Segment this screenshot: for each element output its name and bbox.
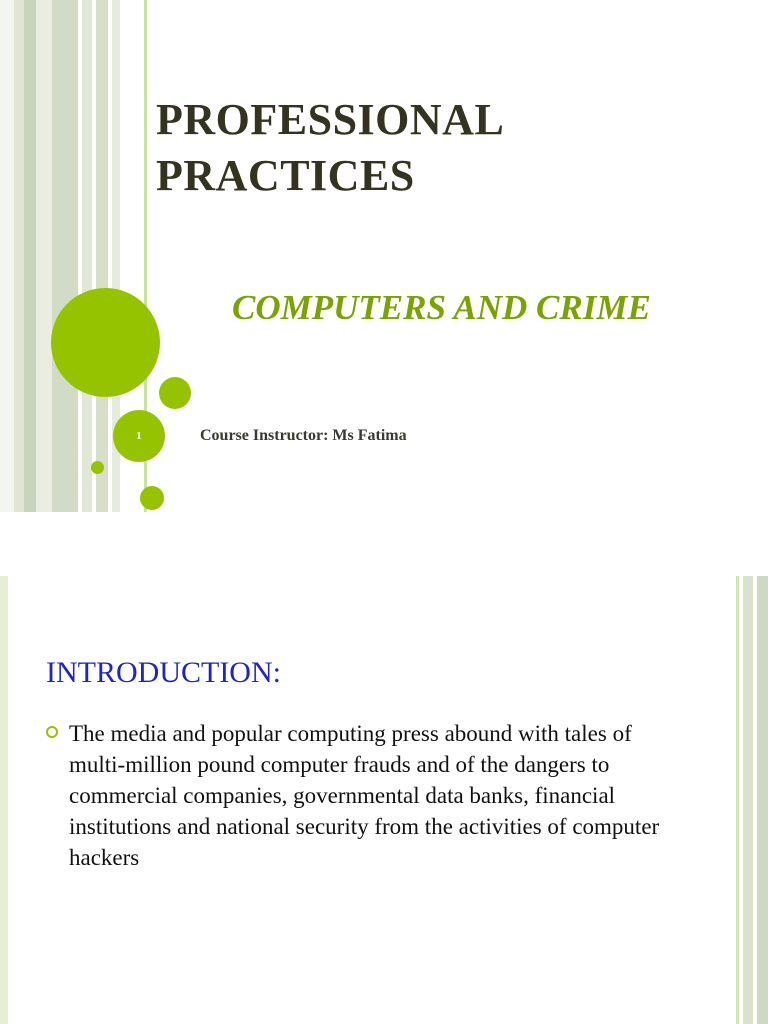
decorative-stripe [24, 0, 36, 512]
title-line: PRACTICES [156, 151, 415, 200]
decorative-circle-large [51, 288, 160, 397]
subtitle: COMPUTERS AND CRIME [232, 288, 651, 327]
decorative-line [0, 576, 8, 1024]
decorative-circle-tiny [91, 461, 104, 474]
decorative-circle-small [159, 377, 191, 409]
decorative-stripe [52, 0, 78, 512]
decorative-circle-small [140, 486, 164, 510]
decorative-stripe [14, 0, 24, 512]
section-heading: INTRODUCTION: [46, 656, 281, 689]
bullet-circle-icon [46, 726, 58, 738]
title-line: PROFESSIONAL [156, 95, 505, 144]
decorative-stripe [36, 0, 52, 512]
bullet-list [46, 718, 666, 873]
page-title [156, 92, 504, 204]
slide-introduction [0, 576, 768, 1024]
decorative-stripe [82, 0, 92, 512]
decorative-stripe [757, 576, 768, 1024]
instructor-label: Course Instructor: Ms Fatima [200, 427, 407, 444]
slide-gap [0, 512, 768, 576]
bullet-item: The media and popular computing press abound with tales of multi-million pound computer frauds and of the dangers to commercial companies, governmental data banks, financial institutions and national security from the activities of computer hackers [69, 721, 660, 870]
decorative-stripe [0, 0, 14, 512]
decorative-stripe [96, 0, 108, 512]
page-number-badge: 1 [113, 410, 165, 462]
decorative-stripe [743, 576, 753, 1024]
